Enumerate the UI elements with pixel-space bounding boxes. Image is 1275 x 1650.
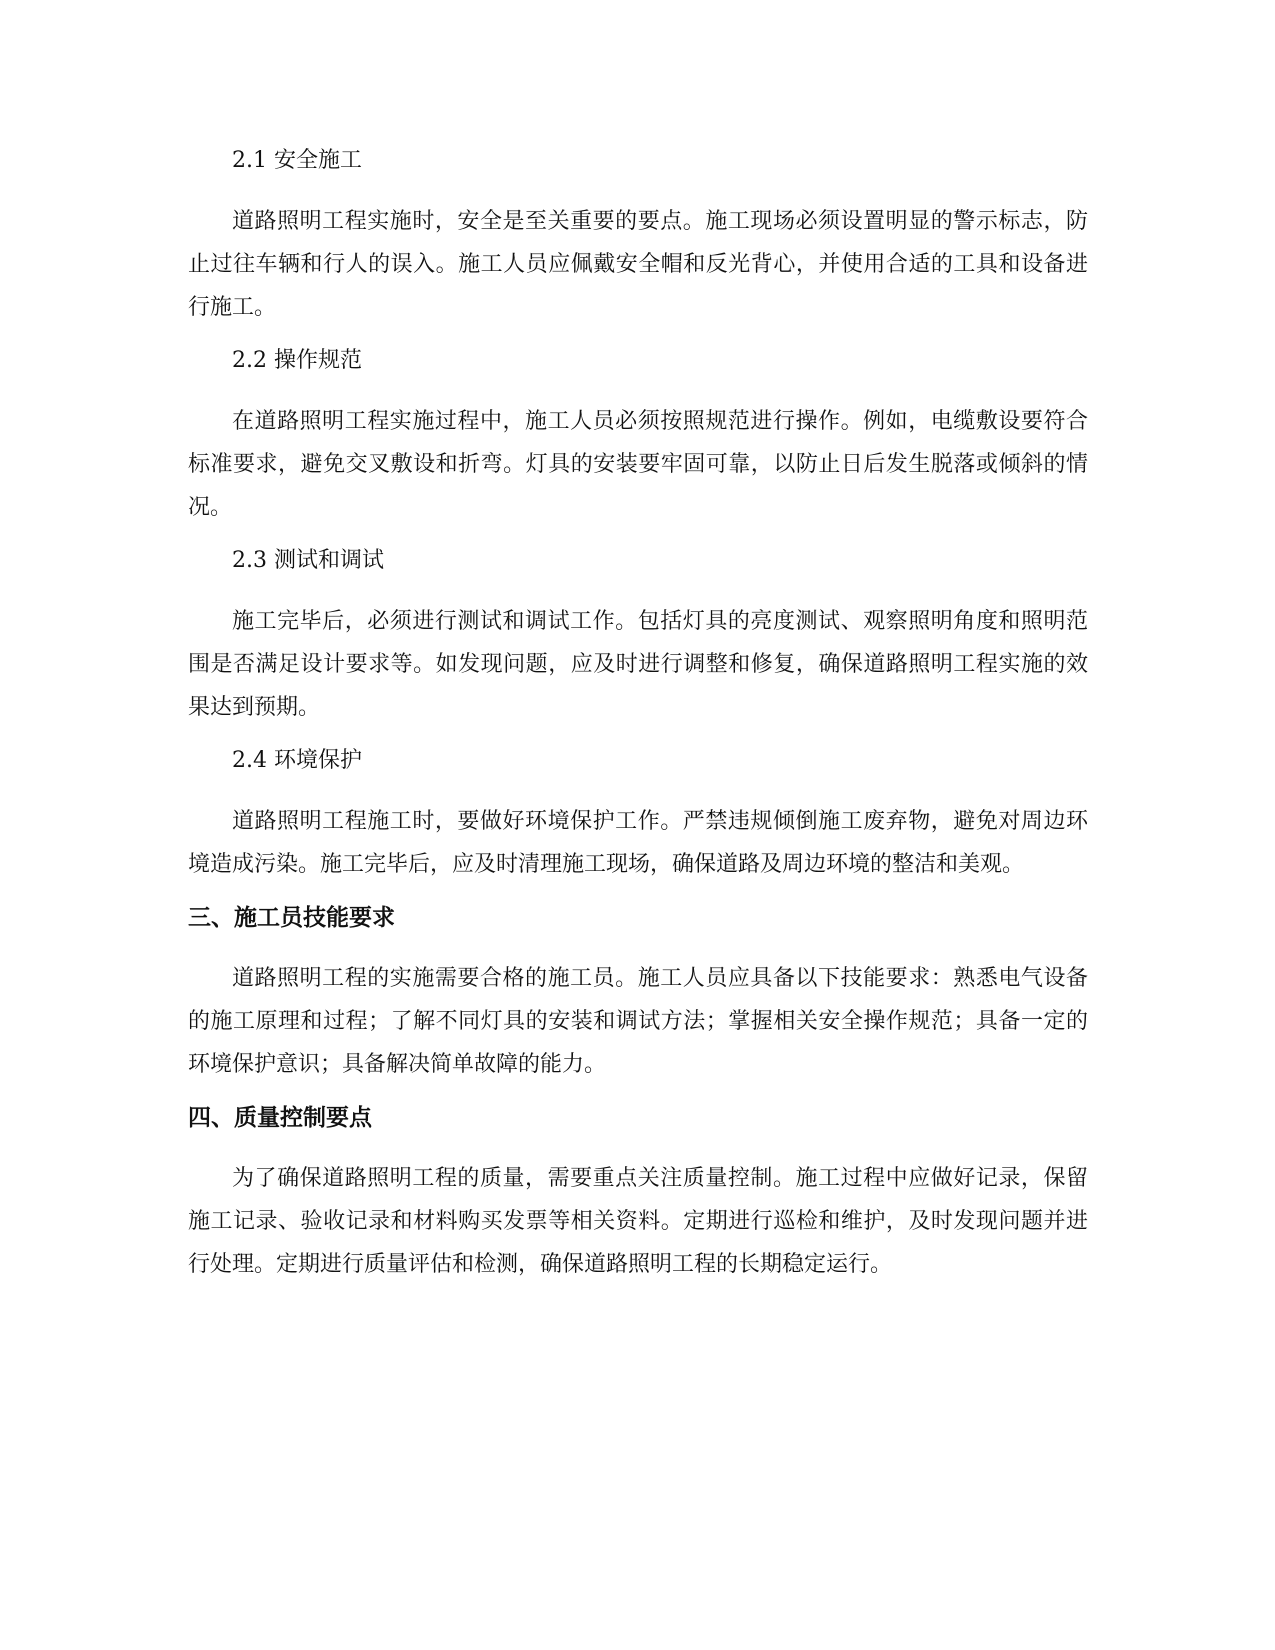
section-heading-3: 三、施工员技能要求 [188,905,395,931]
document-content [188,146,1088,1303]
subsection-heading-2-1: 2.1 安全施工 [232,148,362,173]
paragraph-safety-construction: 道路照明工程实施时，安全是至关重要的要点。施工现场必须设置明显的警示标志，防止过往车辆和行人的误入。施工人员应佩戴安全帽和反光背心，并使用合适的工具和设备进行施工。 [188,209,1088,320]
section-heading-4: 四、质量控制要点 [188,1105,372,1131]
paragraph-environmental-protection: 道路照明工程施工时，要做好环境保护工作。严禁违规倾倒施工废弃物，避免对周边环境造成污染。施工完毕后，应及时清理施工现场，确保道路及周边环境的整洁和美观。 [188,809,1088,877]
paragraph-operation-standards: 在道路照明工程实施过程中，施工人员必须按照规范进行操作。例如，电缆敷设要符合标准要求，避免交叉敷设和折弯。灯具的安装要牢固可靠，以防止日后发生脱落或倾斜的情况。 [188,409,1088,520]
subsection-heading-2-4: 2.4 环境保护 [232,748,362,773]
subsection-heading-2-3: 2.3 测试和调试 [232,548,384,573]
paragraph-quality-control: 为了确保道路照明工程的质量，需要重点关注质量控制。施工过程中应做好记录，保留施工记录、验收记录和材料购买发票等相关资料。定期进行巡检和维护，及时发现问题并进行处理。定期进行质量评估和检测，确保道路照明工程的长期稳定运行。 [188,1166,1088,1277]
paragraph-testing-debugging: 施工完毕后，必须进行测试和调试工作。包括灯具的亮度测试、观察照明角度和照明范围是否满足设计要求等。如发现问题，应及时进行调整和修复，确保道路照明工程实施的效果达到预期。 [188,609,1088,720]
paragraph-worker-skills: 道路照明工程的实施需要合格的施工员。施工人员应具备以下技能要求：熟悉电气设备的施工原理和过程；了解不同灯具的安装和调试方法；掌握相关安全操作规范；具备一定的环境保护意识；具备解决简单故障的能力。 [188,966,1088,1077]
subsection-heading-2-2: 2.2 操作规范 [232,348,362,373]
